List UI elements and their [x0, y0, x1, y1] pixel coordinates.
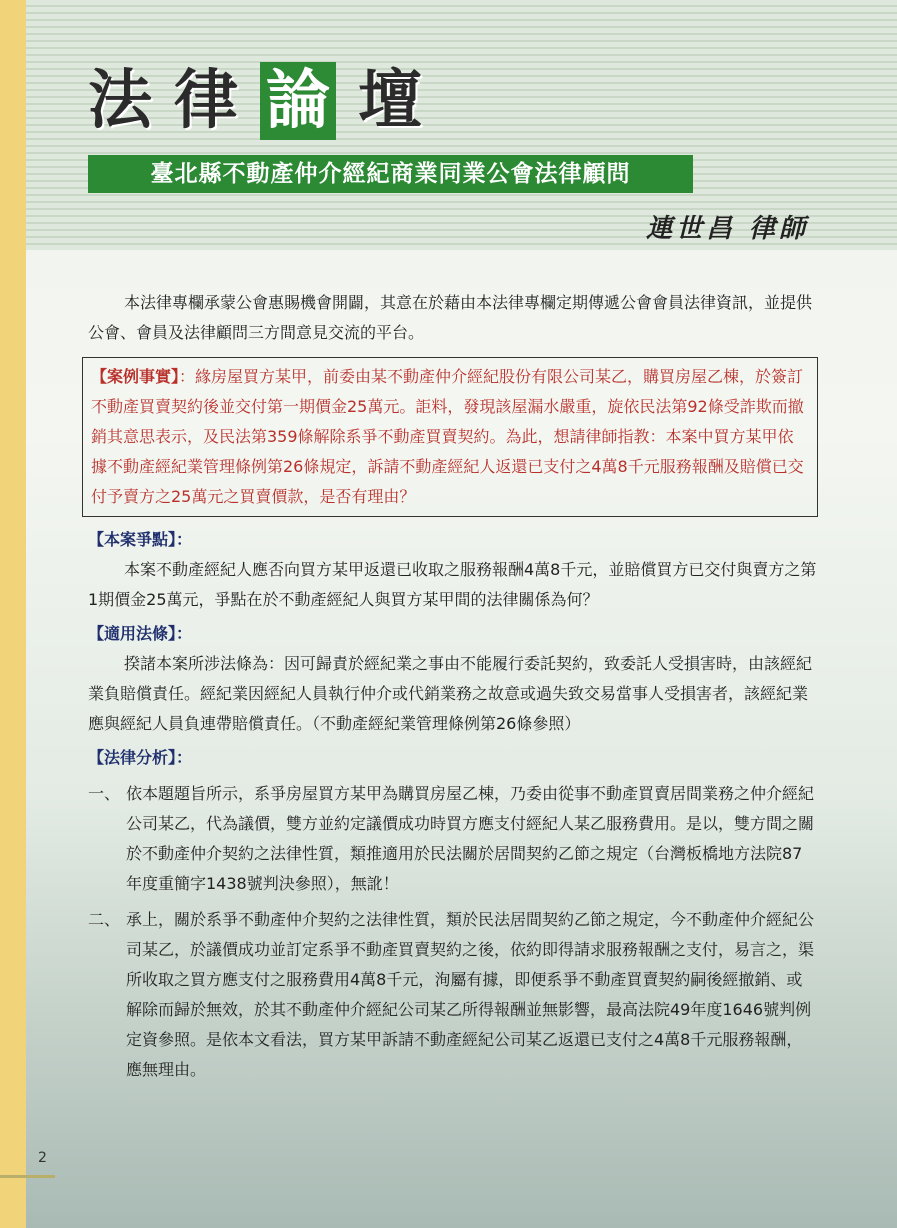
case-facts-box	[82, 357, 818, 517]
column-title	[88, 62, 444, 140]
analysis-heading: 【法律分析】：	[88, 748, 193, 767]
subtitle-banner: 臺北縣不動產仲介經紀商業同業公會法律顧問	[88, 155, 693, 193]
analysis-item-text: 承上，關於系爭不動產仲介契約之法律性質，類於民法居間契約乙節之規定，今不動產仲介經紀公司某乙，於議價成功並訂定系爭不動產買賣契約之後，依約即得請求服務報酬之支付，易言之，渠所收取之買方應支付之服務費用4萬8千元，洵屬有據，即便系爭不動產買賣契約嗣後經撤銷、或解除而歸於無效，於其不動產仲介經紀公司某乙所得報酬並無影響，最高法院49年度1646號判例定資參照。是依本文看法，買方某甲訴請不動產經紀公司某乙返還已支付之4萬8千元服務報酬，應無理由。	[126, 910, 815, 1079]
footer-rule	[0, 1175, 55, 1178]
analysis-item-2	[88, 905, 818, 1085]
analysis-item-number: 一、	[88, 784, 121, 803]
law-heading: 【適用法條】：	[88, 624, 193, 643]
title-char-3-highlighted: 論	[260, 62, 336, 140]
yellow-side-strip	[0, 0, 26, 1228]
author-name: 連世昌 律師	[645, 214, 809, 244]
title-char-2: 律	[174, 63, 238, 138]
title-char-1: 法	[88, 63, 152, 138]
issue-paragraph: 本案不動產經紀人應否向買方某甲返還已收取之服務報酬4萬8千元，並賠償買方已交付與賣方之第1期價金25萬元，爭點在於不動產經紀人與買方某甲間的法律關係為何？	[88, 560, 817, 609]
case-facts-text: ：緣房屋買方某甲，前委由某不動產仲介經紀股份有限公司某乙，購買房屋乙棟，於簽訂不動產買賣契約後並交付第一期價金25萬元。詎料，發現該屋漏水嚴重，旋依民法第92條受詐欺而撤銷其意思表示，及民法第359條解除系爭不動產買賣契約。為此，想請律師指教：本案中買方某甲依據不動產經紀業管理條例第26條規定，訴請不動產經紀人返還已支付之4萬8千元服務報酬及賠償已交付予賣方之25萬元之買賣價款，是否有理由？	[91, 367, 804, 506]
analysis-item-text: 依本題題旨所示，系爭房屋買方某甲為購買房屋乙棟，乃委由從事不動產買賣居間業務之仲介經紀公司某乙，代為議價，雙方並約定議價成功時買方應支付經紀人某乙服務費用。是以，雙方間之關於不動產仲介契約之法律性質，類推適用於民法關於居間契約乙節之規定（台灣板橋地方法院87年度重簡字1438號判決參照），無訛！	[126, 784, 815, 893]
page-number: 2	[38, 1150, 47, 1166]
case-facts-heading: 【案例事實】	[91, 367, 180, 386]
intro-paragraph: 本法律專欄承蒙公會惠賜機會開闢，其意在於藉由本法律專欄定期傳遞公會會員法律資訊，並提供公會、會員及法律顧問三方間意見交流的平台。	[88, 293, 813, 342]
issue-heading: 【本案爭點】：	[88, 530, 193, 549]
analysis-item-1	[88, 779, 818, 899]
title-char-4: 壇	[358, 63, 422, 138]
analysis-item-number: 二、	[88, 910, 121, 929]
article-body	[88, 288, 818, 1085]
law-paragraph: 揆諸本案所涉法條為：因可歸責於經紀業之事由不能履行委託契約，致委託人受損害時，由該經紀業負賠償責任。經紀業因經紀人員執行仲介或代銷業務之故意或過失致交易當事人受損害者，該經紀業應與經紀人員負連帶賠償責任。（不動產經紀業管理條例第26條參照）	[88, 654, 813, 733]
